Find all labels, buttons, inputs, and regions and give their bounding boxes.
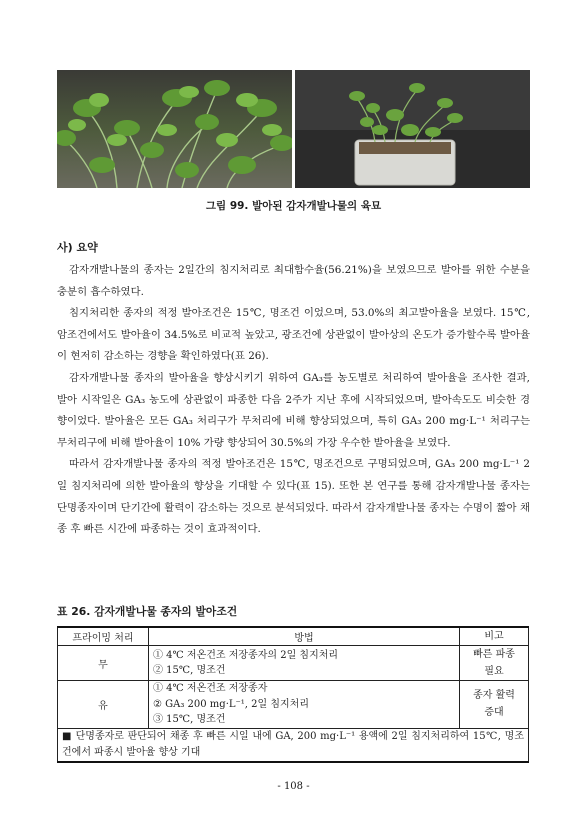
figure-photos [57, 70, 530, 188]
section-title: 사) 요약 [57, 241, 98, 254]
method-line: ② 15℃, 명조건 [153, 665, 226, 676]
note-cell [460, 681, 529, 729]
summary-paragraph: 따라서 감자개발나물 종자의 적정 발아조건은 15℃, 명조건으로 구명되었으며, GA₃ 200 mg·L⁻¹ 2일 침지처리에 의한 발아율의 향상을 기대할 수 있다(표 15). 또한 본 연구를 통해 감자개발나물 종자는 단명종자이며 단기간에 활력이 감소하는 것으로 분석되었다. 따라서 감자개발나물 종자는 수명이 짧아 채종 후 빠른 시간에 파종하는 것이 효과적이다. [57, 458, 530, 536]
note-line: 종자 활력 [473, 690, 515, 702]
method-line: ① 4℃ 저온건조 저장종자의 2일 침지처리 [153, 649, 339, 661]
priming-cell: 유 [58, 681, 149, 729]
header-method: 방법 [149, 627, 460, 646]
note-line: 빠른 파종 [473, 649, 515, 660]
note-cell [460, 646, 529, 681]
method-cell [149, 646, 460, 681]
method-cell [149, 681, 460, 729]
priming-cell: 무 [58, 646, 149, 681]
method-line: ③ 15℃, 명조건 [153, 714, 226, 725]
header-priming: 프라이밍 처리 [58, 627, 149, 646]
table-row [58, 646, 529, 681]
summary-paragraph: 침지처리한 종자의 적정 발아조건은 15℃, 명조건 이었으며, 53.0%의 최고발아율을 보였다. 15℃, 암조건에서도 발아율이 34.5%로 비교적 높았고, 광조건에 상관없이 발아상의 온도가 증가할수록 발아율이 현저히 감소하는 경향을 확인하였다(표 26). [57, 307, 530, 363]
header-note: 비고 [460, 627, 529, 646]
table-header-row [58, 627, 529, 646]
germination-conditions-table [57, 626, 529, 763]
method-line: ② GA₃ 200 mg·L⁻¹, 2일 침지처리 [153, 698, 309, 710]
summary-body [57, 260, 530, 541]
summary-paragraph: 감자개발나물 종자의 발아율을 향상시키기 위하여 GA₃를 농도별로 처리하여 발아율을 조사한 결과, 발아 시작일은 GA₃ 농도에 상관없이 파종한 다음 2주가 지난 후에 시작되었으며, 발아속도도 비슷한 경향이었다. 발아율은 모든 GA₃ 처리구가 무처리에 비해 향상되었으며, 특히 GA₃ 200 mg·L⁻¹ 처리구는 무처리구에 비해 발아율이 10% 가량 향상되어 30.5%의 가장 우수한 발아율을 보였다. [57, 371, 530, 449]
table-footnote: ■ 단명종자로 판단되어 채종 후 빠른 시일 내에 GA, 200 mg·L⁻¹ 용액에 2일 침지처리하여 15℃, 명조건에서 파종시 발아율 향상 기대 [58, 728, 529, 762]
method-line: ① 4℃ 저온건조 저장종자 [153, 683, 268, 694]
table-title: 표 26. 감자개발나물 종자의 발아조건 [57, 605, 238, 618]
note-line: 증대 [484, 707, 504, 719]
table-row [58, 681, 529, 729]
summary-paragraph: 감자개발나물의 종자는 2일간의 침지처리로 최대함수율(56.21%)을 보였으므로 발아를 위한 수분을 충분히 흡수하였다. [57, 264, 530, 298]
table-footnote-row [58, 728, 529, 762]
seedlings-closeup-photo [57, 70, 292, 188]
figure-caption: 그림 99. 발아된 감자개발나물의 육묘 [205, 200, 382, 212]
seedlings-container-photo [295, 70, 530, 188]
page-number: - 108 - [277, 781, 310, 792]
note-line: 필요 [484, 666, 504, 677]
